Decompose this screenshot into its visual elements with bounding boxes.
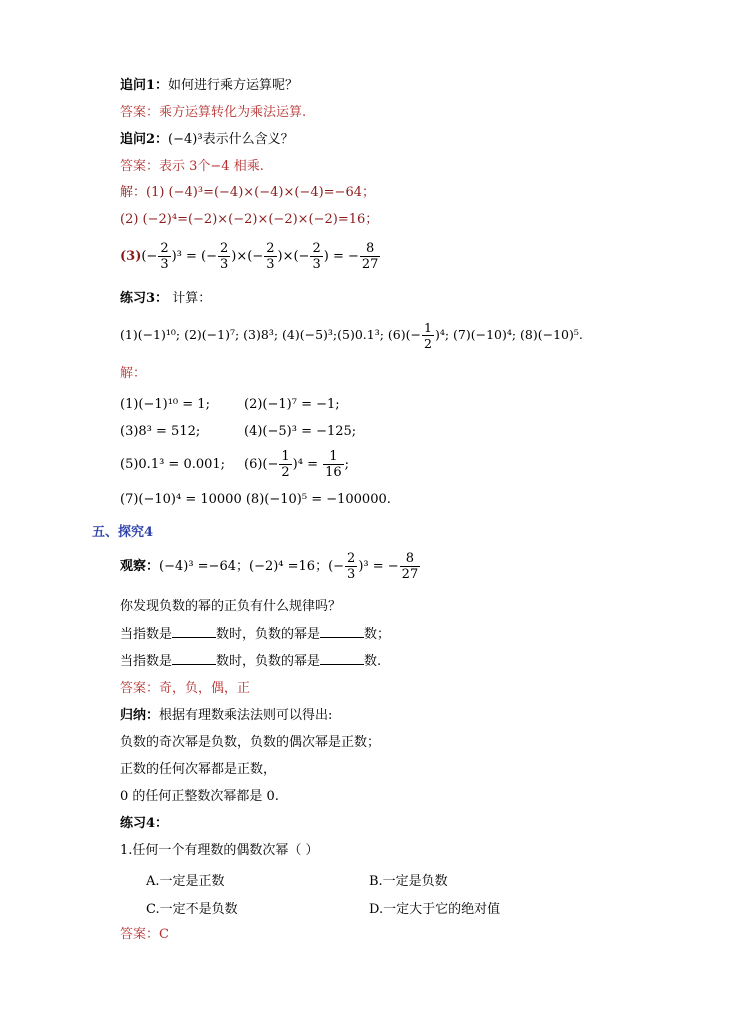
question-text: 你发现负数的幂的正负有什么规律吗？: [120, 599, 342, 614]
expr-text: )×(−: [277, 249, 310, 264]
items-text: )⁴; (7)(−10)⁴; (8)(−10)⁵.: [434, 327, 583, 342]
expr-text: ) = −: [323, 249, 359, 264]
solution-cell: )⁴ =: [292, 457, 318, 472]
solution-cell: (3)8³ = 512;: [120, 424, 201, 439]
question-text: (−4)³表示什么含义？: [168, 132, 294, 147]
numerator: 2: [220, 241, 229, 256]
blank-line: [172, 625, 216, 638]
solution-cell: (6)(−: [244, 457, 279, 472]
follow-up-question-2: [120, 131, 294, 149]
denominator: 27: [361, 257, 379, 272]
solution-index: (3): [120, 249, 142, 264]
expr-text: )×(−: [231, 249, 264, 264]
blank-text: 当指数是: [120, 654, 173, 669]
solution-cell: (5)0.1³ = 0.001;: [120, 457, 226, 472]
question-text: 如何进行乘方运算呢？: [168, 78, 299, 93]
solution-row-3: [120, 448, 349, 482]
denominator: 2: [281, 465, 290, 480]
exercise-text: 计算：: [172, 291, 212, 306]
rule-2: 正数的任何次幂都是正数，: [120, 762, 277, 777]
blank-text: 数；: [364, 627, 391, 642]
numerator: 2: [347, 551, 356, 566]
blank-text: 数时，负数的幂是: [216, 654, 321, 669]
numerator: 8: [360, 241, 381, 257]
answer-4: 答案：C: [120, 927, 169, 942]
solution-line-1: 解：(1) (−4)³=(−4)×(−4)×(−4)=−64；: [120, 185, 375, 200]
summary-label: 归纳：: [120, 708, 160, 723]
observe-line: [120, 550, 421, 584]
observe-text: )³ = −: [358, 559, 399, 574]
blank-line: [172, 652, 216, 665]
numerator: 2: [312, 241, 321, 256]
numerator: 1: [323, 449, 344, 465]
question-label: 追问2：: [120, 132, 169, 147]
option-c: C.一定不是负数: [146, 902, 238, 917]
mcq-stem: 1.任何一个有理数的偶数次幂（ ）: [120, 843, 319, 858]
solution-line-2: (2) (−2)⁴=(−2)×(−2)×(−2)×(−2)=16；: [120, 212, 379, 227]
follow-up-question-1: [120, 77, 298, 95]
blank-line: [320, 625, 364, 638]
question-label: 追问1：: [120, 78, 169, 93]
denominator: 3: [312, 257, 321, 272]
numerator: 1: [281, 449, 290, 464]
observe-text: (−4)³ =−64；(−2)⁴ =16；(−: [159, 559, 345, 574]
items-text: (1)(−1)¹⁰; (2)(−1)⁷; (3)8³; (4)(−5)³;(5)0.1³; (6)(−: [120, 327, 421, 342]
fill-blank-2: [120, 652, 381, 671]
exercise-3-items: [120, 318, 583, 352]
denominator: 3: [347, 567, 356, 582]
blank-line: [320, 652, 364, 665]
solution-cell: ;: [344, 457, 350, 472]
solution-row-2: [120, 423, 356, 441]
exercise-label: 练习3：: [120, 291, 169, 306]
option-b: B.一定是负数: [369, 874, 448, 889]
numerator: 8: [400, 551, 421, 567]
denominator: 3: [266, 257, 275, 272]
blank-text: 数.: [364, 654, 382, 669]
blank-text: 当指数是: [120, 627, 173, 642]
solution-cell: (1)(−1)¹⁰ = 1;: [120, 397, 210, 412]
denominator: 3: [220, 257, 229, 272]
denominator: 16: [325, 465, 342, 480]
observe-label: 观察：: [120, 559, 160, 574]
solution-cell: (7)(−10)⁴ = 10000: [120, 492, 242, 507]
option-a: A.一定是正数: [146, 874, 225, 889]
expr-text: )³ = (−: [171, 249, 218, 264]
rule-3: 0 的任何正整数次幂都是 0.: [120, 789, 279, 804]
solution-cell: (4)(−5)³ = −125;: [244, 424, 357, 439]
numerator: 2: [266, 241, 275, 256]
rule-1: 负数的奇次幂是负数，负数的偶次幂是正数；: [120, 735, 381, 750]
solution-cell: (8)(−10)⁵ = −100000.: [245, 492, 391, 507]
answer-2: 答案：表示 3个−4 相乘.: [120, 159, 264, 174]
summary-text: 根据有理数乘法法则可以得出:: [159, 708, 333, 723]
numerator: 2: [160, 241, 169, 256]
denominator: 3: [160, 257, 169, 272]
solution-row-1: [120, 396, 340, 414]
option-d: D.一定大于它的绝对值: [369, 902, 501, 917]
denominator: 27: [401, 567, 419, 582]
section-5-title: 五、探究4: [92, 525, 154, 540]
solution-row-4: [120, 491, 391, 509]
fill-blank-1: [120, 625, 390, 644]
summary-line: [120, 707, 332, 725]
denominator: 2: [423, 336, 432, 351]
solution-line-3: (3)(− $\frac{2}{3}$ )³ = (− $\frac{2}{3}$ )×(− $\frac{2}{3}$ )×(− $\frac{2}{3}$ ) = − $\frac{8}{27}$: [120, 241, 379, 272]
exercise-3-solution-label: 解：: [120, 366, 147, 381]
exercise-4-label: 练习4：: [120, 816, 169, 831]
answer-1: 答案：乘方运算转化为乘法运算.: [120, 105, 307, 120]
answer-3: 答案：奇，负，偶，正: [120, 681, 251, 696]
numerator: 1: [423, 320, 432, 335]
exercise-3-heading: [120, 290, 211, 308]
blank-text: 数时，负数的幂是: [216, 627, 321, 642]
solution-cell: (2)(−1)⁷ = −1;: [244, 397, 340, 412]
